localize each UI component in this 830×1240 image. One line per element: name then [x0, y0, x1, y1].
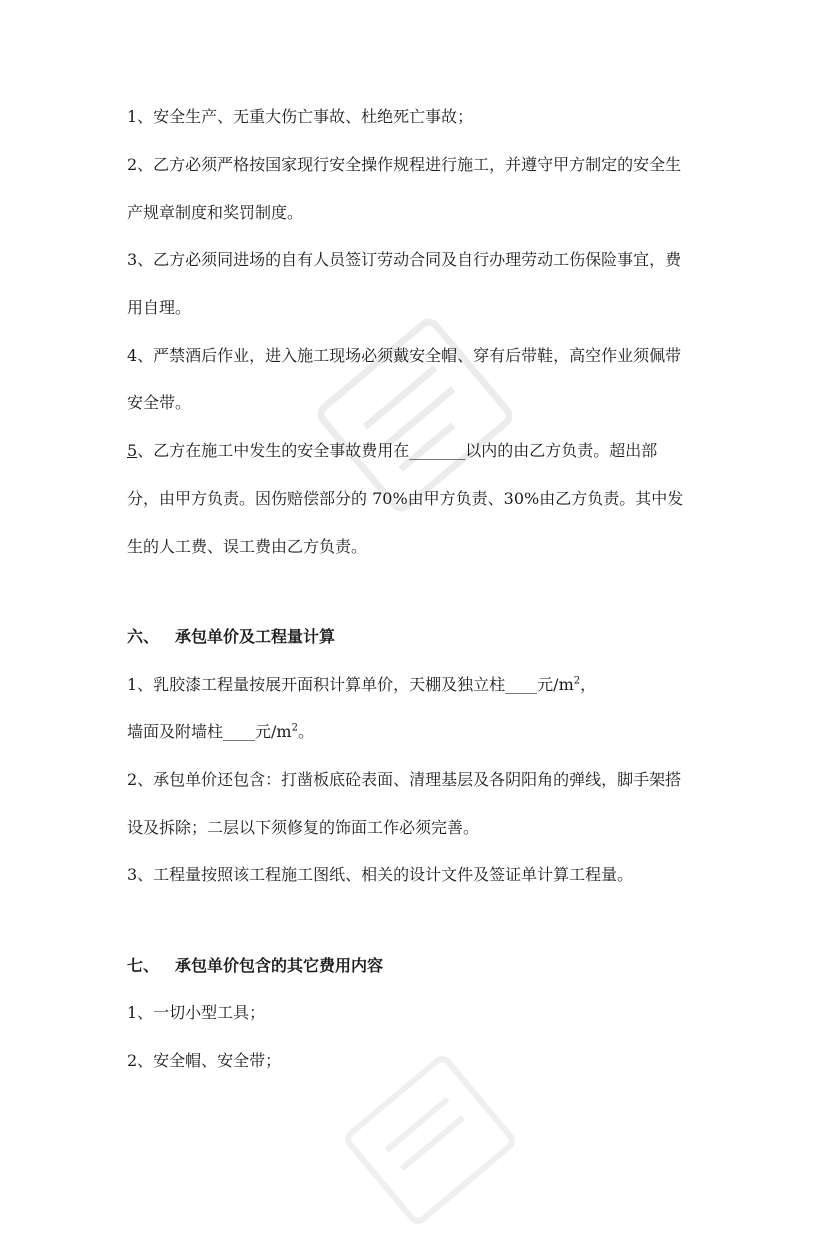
section-6-title: 承包单价及工程量计算 — [175, 627, 336, 646]
section-7-title: 承包单价包含的其它费用内容 — [175, 956, 384, 975]
superscript-2: 2 — [573, 675, 581, 687]
section-6-item-1-text: 1、乳胶漆工程量按展开面积计算单价，天棚及独立柱____元/m — [127, 675, 574, 694]
safety-item-2-line-1: 2、乙方必须严格按国家现行安全操作规程进行施工，并遵守甲方制定的安全生 — [127, 155, 682, 174]
section-6-number: 六、 — [127, 627, 160, 646]
safety-item-5-line-1 — [127, 441, 717, 461]
section-6-item-2-line-2: 设及拆除；二层以下须修复的饰面工作必须完善。 — [127, 818, 480, 837]
safety-item-3-line-2: 用自理。 — [127, 298, 192, 317]
section-6-item-1-line-2 — [127, 722, 717, 742]
safety-item-5-number: 5 — [127, 441, 138, 460]
safety-item-4-line-1: 4、严禁酒后作业，进入施工现场必须戴安全帽、穿有后带鞋，高空作业须佩带 — [127, 346, 682, 365]
safety-item-3-line-1: 3、乙方必须同进场的自有人员签订劳动合同及自行办理劳动工伤保险事宜，费 — [127, 250, 682, 269]
safety-item-5-line-3: 生的人工费、误工费由乙方负责。 — [127, 537, 368, 556]
safety-item-1: 1、安全生产、无重大伤亡事故、杜绝死亡事故； — [127, 107, 474, 126]
superscript-2-wall: 2 — [291, 722, 298, 734]
safety-item-5-text: 、乙方在施工中发生的安全事故费用在_______以内的由乙方负责。超出部 — [137, 441, 658, 460]
section-6-item-1-line-1 — [127, 675, 717, 695]
section-6-item-1-line-2-end: 。 — [297, 722, 314, 741]
section-6-item-3: 3、工程量按照该工程施工图纸、相关的设计文件及签证单计算工程量。 — [127, 865, 634, 884]
section-6-heading — [127, 627, 335, 647]
section-7-heading — [127, 956, 383, 976]
safety-item-4-line-2: 安全带。 — [127, 393, 192, 412]
section-7-item-2: 2、安全帽、安全带； — [127, 1051, 282, 1070]
section-6-item-1-end: ， — [580, 675, 597, 694]
safety-item-2-line-2: 产规章制度和奖罚制度。 — [127, 203, 304, 222]
safety-item-5-line-2: 分，由甲方负责。因伤赔偿部分的 70%由甲方负责、30%由乙方负责。其中发 — [127, 489, 684, 508]
section-7-number: 七、 — [127, 956, 160, 975]
section-7-item-1: 1、一切小型工具； — [127, 1003, 266, 1022]
section-6-item-2-line-1: 2、承包单价还包含：打凿板底砼表面、清理基层及各阴阳角的弹线，脚手架搭 — [127, 770, 682, 789]
section-6-item-1-line-2-text: 墙面及附墙柱____元/m — [127, 722, 292, 741]
